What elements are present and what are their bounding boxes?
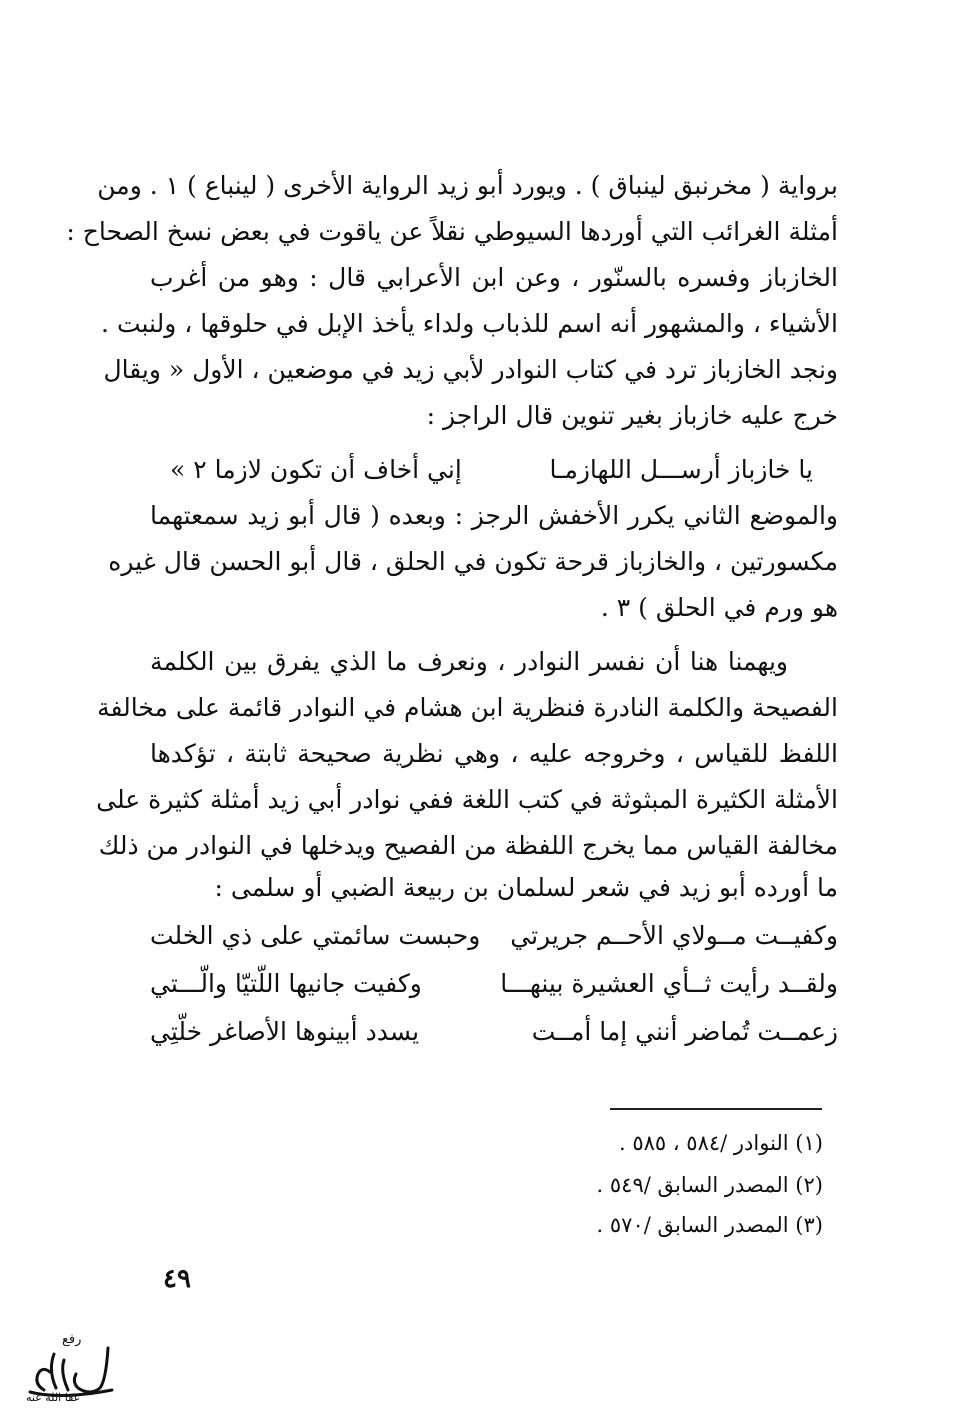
- text-line: مكسورتين ، والخازباز قرحة تكون في الحلق ، قال أبو الحسن قال غيره: [108, 547, 838, 576]
- text-line: اللفظ للقياس ، وخروجه عليه ، وهي نظرية صحيحة ثابتة ، تؤكدها: [150, 739, 838, 768]
- text-line: والموضع الثاني يكرر الأخفش الرجز : وبعده ( قال أبو زيد سمعتهما: [150, 501, 838, 530]
- footnote-rule: [610, 1108, 822, 1110]
- text-line: الأمثلة الكثيرة المبثوثة في كتب اللغة ففي نوادر أبي زيد أمثلة كثيرة على: [96, 785, 838, 814]
- text-line: هو ورم في الحلق ) ٣ .: [600, 593, 838, 622]
- footnote: (١) النوادر /٥٨٤ ، ٥٨٥ .: [618, 1131, 823, 1155]
- verse-hemistich-left: وكفيت جانيها اللّتيّا والّـــتي: [150, 969, 422, 998]
- verse-line: [150, 962, 838, 1006]
- text-line: الأشياء ، والمشهور أنه اسم للذباب ولداء يأخذ الإبل في حلوقها ، ولنبت .: [101, 309, 838, 338]
- footnote: (٢) المصدر السابق /٥٤٩ .: [596, 1173, 823, 1197]
- text-line: الفصيحة والكلمة النادرة فنظرية ابن هشام في النوادر قائمة على مخالفة: [97, 693, 838, 722]
- text-line: مخالفة القياس مما يخرج اللفظة من الفصيح ويدخلها في النوادر من ذلك: [98, 831, 838, 860]
- verse-line: [150, 448, 838, 492]
- verse-hemistich-right: وكفيــت مــولاي الأحــم جريرتي: [510, 921, 838, 950]
- verse-hemistich-right: يا خازباز أرســـل اللهازمـا: [549, 455, 813, 484]
- logo-top-text: رفع: [62, 1332, 82, 1347]
- text-line: خرج عليه خازباز بغير تنوين قال الراجز :: [426, 401, 838, 430]
- text-line: ما أورده أبو زيد في شعر لسلمان بن ربيعة الضبي أو سلمى :: [214, 873, 838, 902]
- verse-hemistich-left: يسدد أبينوها الأصاغر خلّتِي: [150, 1017, 420, 1046]
- logo-subtitle: عفا الله عنه: [26, 1391, 81, 1404]
- verse-hemistich-left: إني أخاف أن تكون لازما ٢ »: [170, 455, 462, 484]
- footnote: (٣) المصدر السابق /٥٧٠ .: [596, 1213, 823, 1237]
- verse-line: [150, 1010, 838, 1054]
- text-line: ونجد الخازباز ترد في كتاب النوادر لأبي زيد في موضعين ، الأول « ويقال: [103, 355, 838, 384]
- verse-hemistich-left: وحبست سائمتي على ذي الخلت: [150, 921, 481, 950]
- page-number: ٤٩: [163, 1264, 191, 1294]
- text-line: برواية ( مخرنبق لينباق ) . ويورد أبو زيد الرواية الأخرى ( لينباع ) ١ . ومن: [97, 171, 838, 200]
- verse-line: [150, 914, 838, 958]
- verse-hemistich-right: ولقــد رأيت ثــأي العشيرة بينهـــا: [500, 969, 838, 998]
- text-line: أمثلة الغرائب التي أوردها السيوطي نقلاً عن ياقوت في بعض نسخ الصحاح :: [66, 217, 838, 246]
- text-line: ويهمنا هنا أن نفسر النوادر ، ونعرف ما الذي يفرق بين الكلمة: [150, 647, 788, 676]
- text-line: الخازباز وفسره بالسنّور ، وعن ابن الأعرابي قال : وهو من أغرب: [150, 263, 838, 292]
- verse-hemistich-right: زعمــت تُماضر أنني إما أمــت: [531, 1017, 838, 1046]
